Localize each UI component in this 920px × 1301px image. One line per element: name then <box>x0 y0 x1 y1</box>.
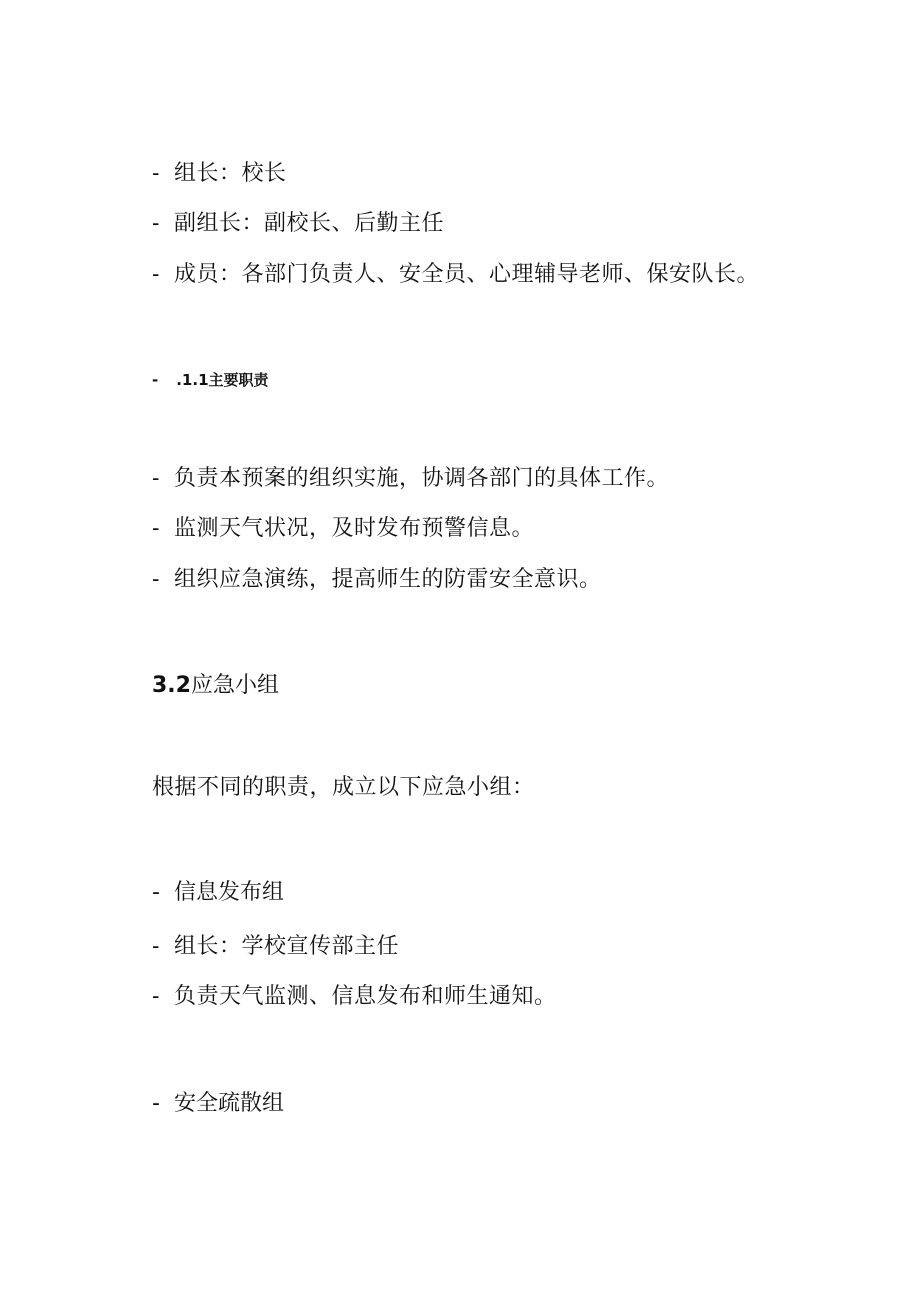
list-item <box>152 213 444 235</box>
bullet-dash: - <box>152 516 160 541</box>
list-item-text: 组长：校长 <box>173 161 287 186</box>
list-item <box>152 264 759 286</box>
section-number: 3.2 <box>152 673 191 698</box>
list-item <box>152 986 556 1008</box>
bullet-dash: - <box>152 934 160 959</box>
list-item-text: 组织应急演练，提高师生的防雷安全意识。 <box>173 567 602 592</box>
bullet-dash: - <box>152 371 159 389</box>
bullet-dash: - <box>152 211 160 236</box>
list-item <box>152 569 601 591</box>
list-item-text: 组长：学校宣传部主任 <box>173 934 399 959</box>
group-heading <box>152 882 284 904</box>
list-item <box>152 163 286 185</box>
bullet-dash: - <box>152 880 160 905</box>
list-item-text: 监测天气状况，及时发布预警信息。 <box>173 516 534 541</box>
list-item <box>152 468 669 490</box>
section-heading <box>152 675 279 697</box>
bullet-dash: - <box>152 1091 160 1116</box>
bullet-dash: - <box>152 984 160 1009</box>
group-title: 信息发布组 <box>173 880 284 905</box>
group-title: 安全疏散组 <box>173 1091 284 1116</box>
bullet-dash: - <box>152 262 160 287</box>
subsection-heading <box>152 373 269 388</box>
group-heading <box>152 1093 284 1115</box>
bullet-dash: - <box>152 567 160 592</box>
list-item-text: 负责本预案的组织实施，协调各部门的具体工作。 <box>173 466 669 491</box>
list-item-text: 成员：各部门负责人、安全员、心理辅导老师、保安队长。 <box>173 262 759 287</box>
paragraph: 根据不同的职责，成立以下应急小组： <box>152 775 535 800</box>
list-item <box>152 518 534 540</box>
subsection-heading-text: .1.1主要职责 <box>176 371 269 389</box>
list-item-text: 副组长：副校长、后勤主任 <box>173 211 444 236</box>
bullet-dash: - <box>152 161 160 186</box>
list-item <box>152 936 399 958</box>
bullet-dash: - <box>152 466 160 491</box>
section-title: 应急小组 <box>190 673 279 698</box>
list-item-text: 负责天气监测、信息发布和师生通知。 <box>173 984 557 1009</box>
